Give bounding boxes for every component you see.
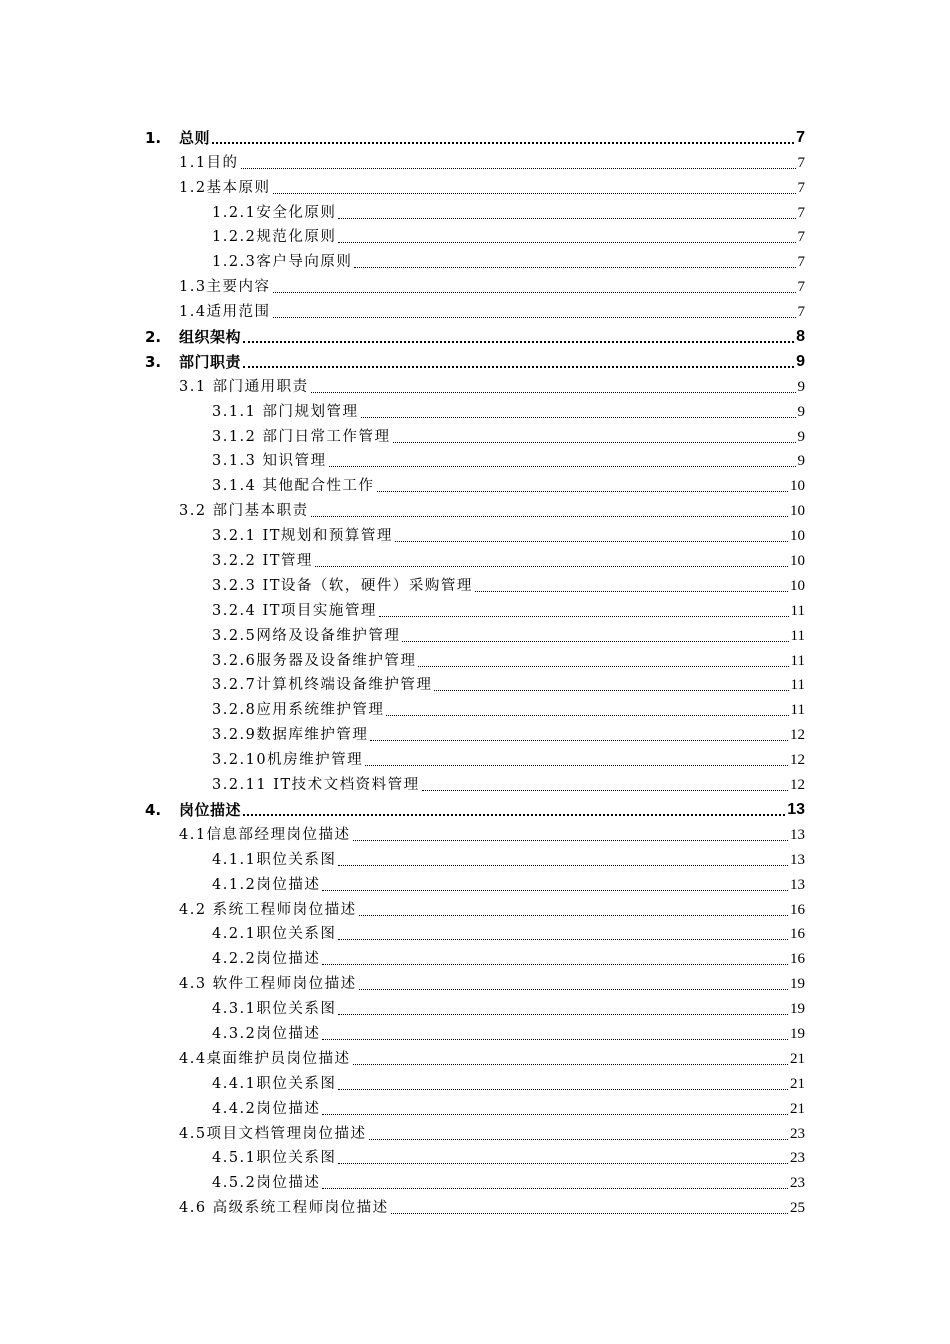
- toc-entry-page-number: 12: [790, 777, 805, 794]
- toc-entry-title: 部门职责: [179, 352, 242, 371]
- dot-leader: [243, 366, 794, 368]
- dot-leader: [329, 466, 796, 467]
- dot-leader: [338, 1163, 788, 1164]
- table-of-contents: [0, 125, 950, 1220]
- dot-leader: [338, 865, 788, 866]
- toc-entry-page-number: 13: [790, 826, 805, 843]
- toc-entry-page-number: 23: [790, 1150, 805, 1167]
- toc-entry-level-3[interactable]: [0, 722, 950, 747]
- toc-entry-title: 4.5.2岗位描述: [212, 1175, 321, 1192]
- toc-entry-title: 3.1.1 部门规划管理: [212, 403, 359, 420]
- dot-leader: [338, 1089, 788, 1090]
- toc-entry-title: 1.2.3客户导向原则: [212, 254, 353, 271]
- toc-entry-title: 4.6 高级系统工程师岗位描述: [179, 1200, 389, 1217]
- toc-entry-title: 1.1目的: [179, 154, 239, 171]
- toc-entry-page-number: 10: [790, 577, 805, 594]
- toc-entry-page-number: 7: [797, 179, 805, 196]
- toc-entry-level-3[interactable]: [0, 697, 950, 722]
- dot-leader: [365, 765, 788, 766]
- dot-leader: [369, 1139, 788, 1140]
- toc-entry-title: 4.3.1职位关系图: [212, 1001, 337, 1018]
- dot-leader: [393, 442, 796, 443]
- toc-entry-level-3[interactable]: [0, 1021, 950, 1046]
- toc-entry-title: 3.2 部门基本职责: [179, 503, 309, 520]
- toc-entry-level-2[interactable]: [0, 971, 950, 996]
- dot-leader: [377, 491, 788, 492]
- toc-entry-level-3[interactable]: [0, 673, 950, 698]
- toc-entry-page-number: 7: [797, 279, 805, 296]
- toc-entry-level-1[interactable]: [0, 797, 950, 822]
- toc-entry-page-number: 9: [797, 453, 805, 470]
- toc-entry-level-1[interactable]: [0, 349, 950, 374]
- dot-leader: [273, 292, 796, 293]
- toc-entry-level-2[interactable]: [0, 897, 950, 922]
- toc-entry-number: 4.: [145, 800, 162, 819]
- dot-leader: [338, 1014, 788, 1015]
- toc-entry-title: 3.1.3 知识管理: [212, 453, 327, 470]
- toc-entry-title: 3.2.4 IT项目实施管理: [212, 602, 377, 619]
- dot-leader: [359, 989, 788, 990]
- dot-leader: [353, 840, 788, 841]
- toc-entry-level-3[interactable]: [0, 225, 950, 250]
- toc-entry-page-number: 19: [790, 976, 805, 993]
- toc-entry-page-number: 7: [797, 154, 805, 171]
- toc-entry-title: 4.1.1职位关系图: [212, 851, 337, 868]
- dot-leader: [418, 666, 788, 667]
- toc-entry-title: 4.1.2岗位描述: [212, 876, 321, 893]
- toc-entry-page-number: 8: [796, 328, 805, 346]
- toc-entry-title: 总则: [179, 128, 211, 147]
- toc-entry-level-3[interactable]: [0, 449, 950, 474]
- toc-entry-page-number: 13: [790, 851, 805, 868]
- toc-entry-title: 3.2.1 IT规划和预算管理: [212, 528, 393, 545]
- toc-entry-level-3[interactable]: [0, 872, 950, 897]
- toc-entry-page-number: 23: [790, 1175, 805, 1192]
- toc-entry-level-3[interactable]: [0, 573, 950, 598]
- dot-leader: [322, 964, 788, 965]
- toc-entry-level-2[interactable]: [0, 274, 950, 299]
- toc-entry-level-3[interactable]: [0, 424, 950, 449]
- dot-leader: [322, 1039, 788, 1040]
- dot-leader: [391, 1213, 788, 1214]
- toc-entry-title: 4.4.1职位关系图: [212, 1075, 337, 1092]
- dot-leader: [241, 168, 796, 169]
- toc-entry-page-number: 16: [790, 926, 805, 943]
- toc-entry-level-3[interactable]: [0, 1146, 950, 1171]
- dot-leader: [370, 740, 788, 741]
- toc-entry-level-3[interactable]: [0, 1096, 950, 1121]
- toc-entry-level-1[interactable]: [0, 125, 950, 150]
- toc-entry-level-2[interactable]: [0, 299, 950, 324]
- toc-entry-number: 1.: [145, 128, 162, 147]
- toc-entry-level-3[interactable]: [0, 399, 950, 424]
- toc-entry-level-3[interactable]: [0, 1071, 950, 1096]
- toc-entry-level-2[interactable]: [0, 150, 950, 175]
- toc-entry-title: 4.2.1职位关系图: [212, 926, 337, 943]
- toc-entry-level-3[interactable]: [0, 922, 950, 947]
- toc-entry-level-3[interactable]: [0, 747, 950, 772]
- toc-entry-title: 3.2.3 IT设备（软，硬件）采购管理: [212, 577, 473, 594]
- toc-entry-level-3[interactable]: [0, 946, 950, 971]
- toc-entry-level-3[interactable]: [0, 548, 950, 573]
- toc-entry-page-number: 11: [790, 602, 805, 619]
- toc-entry-page-number: 7: [797, 254, 805, 271]
- toc-entry-page-number: 10: [790, 503, 805, 520]
- dot-leader: [359, 915, 788, 916]
- toc-entry-title: 3.2.5网络及设备维护管理: [212, 627, 401, 644]
- toc-entry-page-number: 16: [790, 951, 805, 968]
- toc-entry-title: 岗位描述: [179, 800, 242, 819]
- toc-entry-title: 1.2.1安全化原则: [212, 204, 337, 221]
- toc-entry-level-2[interactable]: [0, 1121, 950, 1146]
- toc-entry-title: 1.2.2规范化原则: [212, 229, 337, 246]
- toc-entry-level-2[interactable]: [0, 1046, 950, 1071]
- toc-entry-level-2[interactable]: [0, 175, 950, 200]
- toc-entry-title: 3.2.9数据库维护管理: [212, 727, 369, 744]
- dot-leader: [311, 516, 788, 517]
- toc-entry-title: 4.3.2岗位描述: [212, 1025, 321, 1042]
- toc-entry-page-number: 19: [790, 1025, 805, 1042]
- toc-entry-page-number: 11: [790, 702, 805, 719]
- dot-leader: [354, 267, 795, 268]
- toc-entry-page-number: 10: [790, 553, 805, 570]
- dot-leader: [353, 1064, 788, 1065]
- toc-entry-title: 3.2.11 IT技术文档资料管理: [212, 777, 420, 794]
- toc-entry-page-number: 9: [797, 428, 805, 445]
- dot-leader: [212, 142, 794, 144]
- toc-entry-page-number: 9: [797, 403, 805, 420]
- dot-leader: [379, 616, 789, 617]
- toc-entry-page-number: 9: [797, 378, 805, 395]
- toc-entry-level-3[interactable]: [0, 523, 950, 548]
- toc-entry-title: 3.1.4 其他配合性工作: [212, 478, 375, 495]
- toc-entry-level-3[interactable]: [0, 623, 950, 648]
- toc-entry-title: 3.2.10机房维护管理: [212, 752, 364, 769]
- toc-entry-level-3[interactable]: [0, 648, 950, 673]
- toc-entry-page-number: 21: [790, 1100, 805, 1117]
- toc-entry-page-number: 11: [790, 677, 805, 694]
- toc-entry-level-3[interactable]: [0, 249, 950, 274]
- toc-entry-page-number: 21: [790, 1050, 805, 1067]
- toc-entry-page-number: 9: [796, 352, 805, 370]
- dot-leader: [338, 939, 788, 940]
- toc-entry-level-2[interactable]: [0, 374, 950, 399]
- toc-entry-page-number: 10: [790, 528, 805, 545]
- toc-entry-title: 3.1.2 部门日常工作管理: [212, 428, 391, 445]
- toc-entry-number: 2.: [145, 328, 162, 347]
- toc-entry-page-number: 19: [790, 1001, 805, 1018]
- toc-entry-page-number: 16: [790, 901, 805, 918]
- dot-leader: [243, 341, 794, 343]
- toc-entry-page-number: 10: [790, 478, 805, 495]
- toc-entry-title: 3.1 部门通用职责: [179, 378, 309, 395]
- toc-entry-title: 4.5.1职位关系图: [212, 1150, 337, 1167]
- toc-entry-title: 4.2 系统工程师岗位描述: [179, 901, 357, 918]
- toc-entry-page-number: 11: [790, 652, 805, 669]
- toc-entry-page-number: 7: [796, 128, 805, 146]
- toc-entry-title: 1.4适用范围: [179, 304, 271, 321]
- dot-leader: [475, 591, 788, 592]
- toc-entry-title: 4.5项目文档管理岗位描述: [179, 1125, 367, 1142]
- dot-leader: [322, 1188, 788, 1189]
- dot-leader: [322, 1114, 788, 1115]
- toc-entry-page-number: 7: [797, 204, 805, 221]
- dot-leader: [422, 790, 788, 791]
- toc-entry-page-number: 7: [797, 229, 805, 246]
- toc-entry-title: 3.2.2 IT管理: [212, 553, 313, 570]
- toc-entry-level-3[interactable]: [0, 1170, 950, 1195]
- toc-entry-page-number: 11: [790, 627, 805, 644]
- toc-entry-page-number: 12: [790, 752, 805, 769]
- dot-leader: [338, 242, 795, 243]
- toc-entry-page-number: 13: [787, 800, 805, 818]
- toc-entry-level-1[interactable]: [0, 324, 950, 349]
- dot-leader: [322, 890, 788, 891]
- toc-entry-level-3[interactable]: [0, 772, 950, 797]
- toc-entry-title: 1.3主要内容: [179, 279, 271, 296]
- dot-leader: [273, 317, 796, 318]
- toc-entry-page-number: 12: [790, 727, 805, 744]
- toc-entry-title: 4.4桌面维护员岗位描述: [179, 1050, 351, 1067]
- toc-entry-page-number: 21: [790, 1075, 805, 1092]
- toc-entry-level-3[interactable]: [0, 996, 950, 1021]
- toc-entry-page-number: 23: [790, 1125, 805, 1142]
- toc-entry-title: 3.2.6服务器及设备维护管理: [212, 652, 417, 669]
- toc-entry-level-3[interactable]: [0, 847, 950, 872]
- toc-entry-number: 3.: [145, 352, 162, 371]
- dot-leader: [395, 541, 788, 542]
- dot-leader: [338, 218, 795, 219]
- toc-entry-title: 4.4.2岗位描述: [212, 1100, 321, 1117]
- dot-leader: [311, 392, 796, 393]
- toc-entry-level-3[interactable]: [0, 598, 950, 623]
- dot-leader: [434, 690, 788, 691]
- toc-entry-page-number: 13: [790, 876, 805, 893]
- toc-entry-title: 3.2.8应用系统维护管理: [212, 702, 385, 719]
- toc-entry-level-2[interactable]: [0, 498, 950, 523]
- toc-entry-level-3[interactable]: [0, 200, 950, 225]
- toc-entry-level-2[interactable]: [0, 1195, 950, 1220]
- dot-leader: [361, 417, 796, 418]
- dot-leader: [402, 641, 788, 642]
- toc-entry-title: 组织架构: [179, 328, 242, 347]
- dot-leader: [273, 193, 796, 194]
- toc-entry-level-3[interactable]: [0, 473, 950, 498]
- toc-entry-title: 4.2.2岗位描述: [212, 951, 321, 968]
- toc-entry-title: 4.3 软件工程师岗位描述: [179, 976, 357, 993]
- toc-entry-title: 4.1信息部经理岗位描述: [179, 826, 351, 843]
- toc-entry-page-number: 25: [790, 1200, 805, 1217]
- dot-leader: [243, 814, 785, 816]
- dot-leader: [315, 566, 788, 567]
- toc-entry-title: 3.2.7计算机终端设备维护管理: [212, 677, 433, 694]
- toc-entry-level-2[interactable]: [0, 822, 950, 847]
- toc-entry-title: 1.2基本原则: [179, 179, 271, 196]
- toc-entry-page-number: 7: [797, 304, 805, 321]
- dot-leader: [386, 715, 788, 716]
